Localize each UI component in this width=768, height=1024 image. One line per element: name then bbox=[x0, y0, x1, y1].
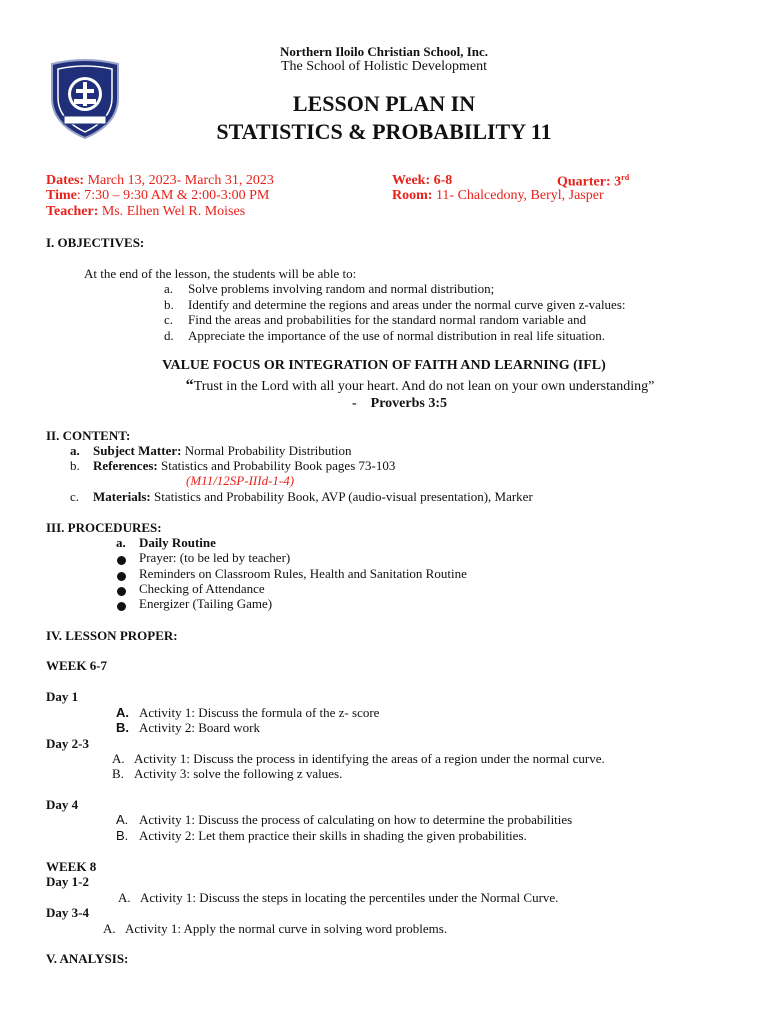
bullet-icon bbox=[117, 602, 126, 611]
day-1-2-label: Day 1-2 bbox=[46, 874, 89, 889]
lesson-proper-heading: IV. LESSON PROPER: bbox=[46, 628, 178, 643]
objective-item: a. Solve problems involving random and normal distribution; bbox=[164, 281, 495, 296]
objectives-intro: At the end of the lesson, the students will be able to: bbox=[84, 266, 357, 281]
time-row: Time: 7:30 – 9:30 AM & 2:00-3:00 PM bbox=[46, 188, 270, 203]
activity-item: B. Activity 2: Board work bbox=[116, 720, 260, 735]
bible-verse: - Proverbs 3:5 bbox=[352, 396, 448, 411]
activity-item: B. Activity 3: solve the following z values. bbox=[112, 766, 343, 781]
objective-item: b. Identify and determine the regions and areas under the normal curve given z-values: bbox=[164, 297, 626, 312]
routine-item: Checking of Attendance bbox=[139, 581, 265, 596]
activity-item: A. Activity 1: Discuss the process of calculating on how to determine the probabilities bbox=[116, 812, 573, 827]
competency-code: (M11/12SP-IIId-1-4) bbox=[186, 473, 295, 488]
objective-item: d. Appreciate the importance of the use of normal distribution in real life situation. bbox=[164, 328, 605, 343]
analysis-heading: V. ANALYSIS: bbox=[46, 951, 129, 966]
objectives-heading: I. OBJECTIVES: bbox=[46, 235, 145, 250]
bullet-icon bbox=[117, 572, 126, 581]
school-name: Northern Iloilo Christian School, Inc. bbox=[279, 44, 488, 59]
activity-item: B. Activity 2: Let them practice their skills in shading the given probabilities. bbox=[116, 828, 527, 843]
page-title-line1: LESSON PLAN IN bbox=[292, 91, 476, 116]
daily-routine: a. Daily Routine bbox=[116, 535, 216, 550]
day-2-3-label: Day 2-3 bbox=[46, 736, 89, 751]
routine-item: Reminders on Classroom Rules, Health and Sanitation Routine bbox=[139, 566, 467, 581]
bullet-icon bbox=[117, 587, 126, 596]
day-4-label: Day 4 bbox=[46, 797, 79, 812]
value-focus-heading: VALUE FOCUS OR INTEGRATION OF FAITH AND LEARNING (IFL) bbox=[162, 358, 606, 373]
day-1-label: Day 1 bbox=[46, 689, 79, 704]
materials: c. Materials: Statistics and Probability Book, AVP (audio-visual presentation), Marker bbox=[70, 489, 533, 504]
subject-matter: a. Subject Matter: Normal Probability Distribution bbox=[70, 443, 352, 458]
content-heading: II. CONTENT: bbox=[46, 428, 131, 443]
school-tagline: The School of Holistic Development bbox=[280, 59, 488, 74]
routine-item: Energizer (Tailing Game) bbox=[139, 596, 273, 611]
quarter-label: Quarter: 3rd bbox=[557, 173, 630, 190]
value-focus-quote: “Trust in the Lord with all your heart. And do not lean on your own understanding” bbox=[185, 377, 655, 394]
activity-item: A. Activity 1: Discuss the process in identifying the areas of a region under the normal curve. bbox=[112, 751, 605, 766]
references: b. References: Statistics and Probability Book pages 73-103 bbox=[70, 458, 396, 473]
day-3-4-label: Day 3-4 bbox=[46, 905, 89, 920]
bullet-icon bbox=[117, 556, 126, 565]
objective-item: c. Find the areas and probabilities for the standard normal random variable and bbox=[164, 312, 587, 327]
dates-row: Dates: March 13, 2023- March 31, 2023 bbox=[46, 173, 274, 188]
activity-item: A. Activity 1: Discuss the formula of the z- score bbox=[116, 705, 380, 720]
week-label: Week: 6-8 bbox=[392, 173, 453, 188]
procedures-heading: III. PROCEDURES: bbox=[46, 520, 162, 535]
routine-item: Prayer: (to be led by teacher) bbox=[139, 550, 291, 565]
teacher-row: Teacher: Ms. Elhen Wel R. Moises bbox=[46, 204, 246, 219]
activity-item: A. Activity 1: Apply the normal curve in solving word problems. bbox=[103, 921, 448, 936]
room-row: Room: 11- Chalcedony, Beryl, Jasper bbox=[392, 188, 604, 203]
activity-item: A. Activity 1: Discuss the steps in locating the percentiles under the Normal Curve. bbox=[118, 890, 559, 905]
page-title-line2: STATISTICS & PROBABILITY 11 bbox=[216, 119, 552, 144]
week-8-label: WEEK 8 bbox=[46, 859, 97, 874]
week-6-7-label: WEEK 6-7 bbox=[46, 658, 108, 673]
